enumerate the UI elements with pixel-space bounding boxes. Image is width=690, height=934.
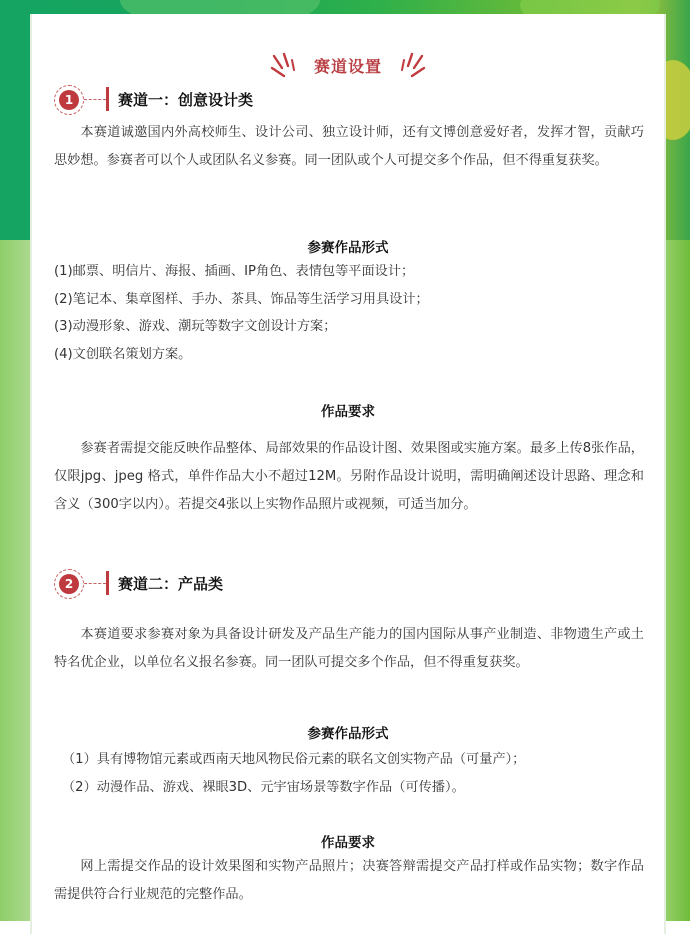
track-1-req-heading: 作品要求 — [321, 404, 375, 420]
track-2-req-heading: 作品要求 — [321, 835, 375, 851]
dashed-connector — [84, 583, 106, 584]
track-1-header — [54, 85, 654, 115]
list-item: (4)文创联名策划方案。 — [54, 346, 192, 362]
track-2-forms-heading: 参赛作品形式 — [307, 726, 389, 742]
accent-bar — [106, 87, 109, 111]
list-item: (3)动漫形象、游戏、潮玩等数字文创设计方案； — [54, 319, 337, 334]
track-2-header — [54, 569, 654, 599]
track-number: 1 — [59, 90, 79, 110]
track-1-title: 赛道一：创意设计类 — [118, 91, 254, 109]
content-card — [30, 14, 666, 934]
track-number: 2 — [59, 574, 79, 594]
list-item: (1)邮票、明信片、海报、插画、IP角色、表情包等平面设计； — [54, 264, 415, 279]
track-number-badge — [54, 85, 84, 115]
track-1-forms-heading: 参赛作品形式 — [307, 240, 389, 256]
track-2-requirements: 网上需提交作品的设计效果图和实物产品照片；决赛答辩需提交产品打样或作品实物；数字作品需提供符合行业规范的完整作品。 — [54, 859, 644, 903]
section-title-row — [32, 50, 664, 84]
dashed-connector — [84, 99, 106, 100]
sparkle-left-icon — [270, 52, 300, 80]
list-item: （1）具有博物馆元素或西南天地风物民俗元素的联名文创实物产品（可量产）； — [62, 752, 526, 767]
sparkle-right-icon — [396, 52, 426, 80]
track-1-intro: 本赛道诚邀国内外高校师生、设计公司、独立设计师，还有文博创意爱好者，发挥才智，贡献巧思妙想。参赛者可以个人或团队名义参赛。同一团队或个人可提交多个作品，但不得重复获奖。 — [54, 125, 644, 169]
track-2-intro: 本赛道要求参赛对象为具备设计研发及产品生产能力的国内国际从事产业制造、非物遗生产或土特名优企业，以单位名义报名参赛。同一团队可提交多个作品，但不得重复获奖。 — [54, 627, 644, 671]
accent-bar — [106, 571, 109, 595]
track-2-forms-list — [54, 746, 654, 801]
section-title: 赛道设置 — [313, 57, 382, 76]
track-2-title: 赛道二：产品类 — [118, 575, 224, 593]
list-item: (2)笔记本、集章图样、手办、茶具、饰品等生活学习用具设计； — [54, 291, 429, 307]
list-item: （2）动漫作品、游戏、裸眼3D、元宇宙场景等数字作品（可传播）。 — [62, 779, 465, 795]
track-1-requirements: 参赛者需提交能反映作品整体、局部效果的作品设计图、效果图或实施方案。最多上传8张作品，仅限jpg、jpeg 格式，单件作品大小不超过12M。另附作品设计说明，需明确阐述设计思路、理念和含义（300字以内）。若提交4张以上实物作品照片或视频，可适当加分。 — [54, 441, 644, 513]
track-number-badge — [54, 569, 84, 599]
track-1-forms-list — [54, 258, 654, 368]
